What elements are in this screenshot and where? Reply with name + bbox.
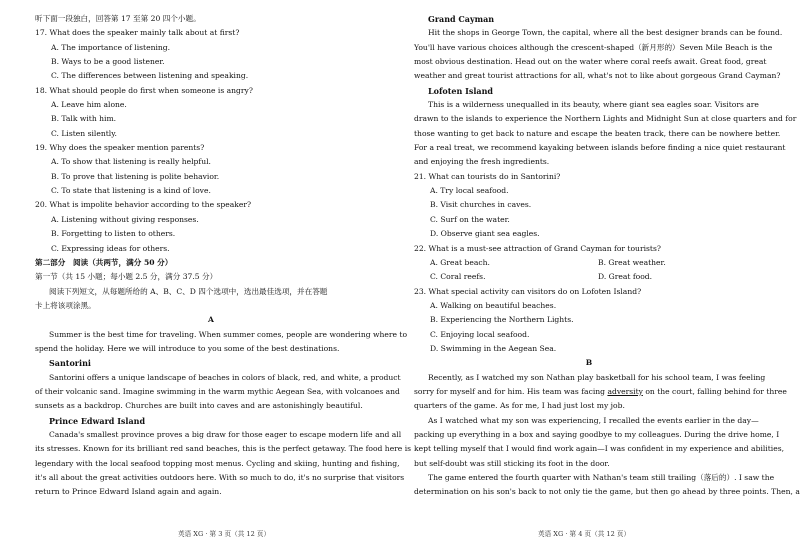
- option-22b: B. Great weather.: [598, 257, 666, 267]
- option-22a: A. Great beach.: [430, 257, 490, 267]
- pei-line2: its stresses. Known for its brilliant red sand beaches, this is the perfect getaway. The food here is: [35, 444, 412, 454]
- right-page-footer: 英语 XG · 第 4 页（共 12 页）: [538, 530, 631, 538]
- passage-a-line1: Summer is the best time for traveling. When summer comes, people are wondering where to: [49, 329, 408, 339]
- grand-cayman-line1: Hit the shops in George Town, the capital, where all the best designer brands can be found.: [428, 28, 783, 38]
- left-page: [35, 12, 412, 500]
- listening-intro: 听下面一段独白，回答第 17 至第 20 四个小题。: [35, 14, 201, 23]
- passage-b-label: B: [585, 358, 593, 368]
- passage-b-line2: [414, 385, 787, 399]
- passage-b-line2-end: on the court, falling behind for three: [642, 386, 787, 396]
- lofoten-line5: and enjoying the fresh ingredients.: [414, 157, 550, 167]
- part-two-heading: 第二部分 阅读（共两节，满分 50 分）: [35, 257, 173, 267]
- option-20c: C. Expressing ideas for others.: [51, 243, 170, 253]
- question-22: 22. What is a must-see attraction of Grand Cayman for tourists?: [414, 243, 661, 253]
- passage-b-line7: but self-doubt was still sticking its foot in the door.: [414, 458, 610, 468]
- passage-b-line9: determination on his son's back to not only tie the game, but then go ahead by three points. Then, a: [414, 487, 800, 497]
- grand-cayman-line3: most obvious destination. Head out on the water where coral reefs await. Great food, great: [414, 57, 767, 67]
- instructions-line2: 卡上将该项涂黑。: [35, 300, 96, 310]
- option-20b: B. Forgetting to listen to others.: [51, 229, 176, 239]
- right-page: [414, 12, 800, 500]
- passage-b-line2-start: sorry for myself and for him. His team was facing: [414, 386, 608, 396]
- option-18a: A. Leave him alone.: [51, 100, 127, 110]
- option-23c: C. Enjoying local seafood.: [430, 329, 530, 339]
- grand-cayman-line4: weather and great tourist attractions for all, what's not to like about gorgeous Grand Cayman?: [414, 71, 781, 81]
- passage-b-line4: As I watched what my son was experiencing, I recalled the events earlier in the day—: [428, 415, 759, 425]
- option-21c: C. Surf on the water.: [430, 214, 510, 224]
- passage-a-line2: spend the holiday. Here we will introduce to you some of the best destinations.: [35, 343, 340, 353]
- santorini-line2: of their volcanic sand. Imagine swimming in the warm mythic Aegean Sea, with volcanoes and: [35, 386, 400, 396]
- options-22-row1: [414, 256, 764, 270]
- option-19c: C. To state that listening is a kind of love.: [51, 186, 211, 196]
- pei-heading: Prince Edward Island: [49, 415, 146, 426]
- option-19a: A. To show that listening is really helpful.: [51, 157, 211, 167]
- option-23b: B. Experiencing the Northern Lights.: [430, 315, 574, 325]
- option-23d: D. Swimming in the Aegean Sea.: [430, 343, 557, 353]
- pei-line5: return to Prince Edward Island again and again.: [35, 487, 222, 497]
- question-19: 19. Why does the speaker mention parents?: [35, 143, 205, 153]
- section-one-heading: 第一节（共 15 小题；每小题 2.5 分，满分 37.5 分）: [35, 272, 218, 282]
- question-23: 23. What special activity can visitors do on Lofoten Island?: [414, 286, 642, 296]
- option-20a: A. Listening without giving responses.: [51, 214, 199, 224]
- question-17: 17. What does the speaker mainly talk about at first?: [35, 28, 240, 38]
- pei-line3: legendary with the local seafood topping most menus. Cycling and skiing, hunting and fishing,: [35, 458, 400, 468]
- instructions-line1: 阅读下列短文，从每题所给的 A、B、C、D 四个选项中，选出最佳选项，并在答题: [49, 286, 328, 296]
- lofoten-line4: For a real treat, we recommend kayaking between islands before finding a nice quiet restaurant: [414, 143, 786, 153]
- lofoten-line2: drawn to the islands to experience the Northern Lights and Midnight Sun at close quarters and for: [414, 114, 797, 124]
- santorini-line3: sunsets as a backdrop. Churches are built into caves and are astonishingly beautiful.: [35, 401, 363, 411]
- passage-b-line3: quarters of the game. As for me, I had just lost my job.: [414, 401, 625, 411]
- options-22-row2: [414, 270, 764, 284]
- passage-b-line1: Recently, as I watched my son Nathan play basketball for his school team, I was feeling: [428, 372, 766, 382]
- santorini-heading: Santorini: [49, 358, 91, 369]
- passage-a-label: A: [208, 315, 214, 325]
- grand-cayman-line2: You'll have various choices although the crescent-shaped（新月形的）Seven Mile Beach is the: [414, 42, 773, 52]
- santorini-line1: Santorini offers a unique landscape of beaches in colors of black, red, and white, a product: [49, 372, 401, 382]
- option-17c: C. The differences between listening and speaking.: [51, 71, 249, 81]
- pei-line1: Canada's smallest province proves a big draw for those eager to escape modern life and all: [49, 429, 402, 439]
- left-page-footer: 英语 XG · 第 3 页（共 12 页）: [178, 530, 271, 538]
- option-17b: B. Ways to be a good listener.: [51, 57, 165, 67]
- passage-b-line6: kept telling myself that I would find work again—I was confident in my experience and abilities,: [414, 444, 785, 454]
- question-18: 18. What should people do first when someone is angry?: [35, 85, 253, 95]
- underlined-word-adversity: adversity: [607, 386, 643, 396]
- pei-line4: it's all about the great activities outdoors here. With so much to do, it's no surprise that visitors: [35, 473, 405, 482]
- question-21: 21. What can tourists do in Santorini?: [414, 171, 561, 181]
- option-19b: B. To prove that listening is polite behavior.: [51, 171, 220, 181]
- option-22d: D. Great food.: [598, 272, 653, 282]
- passage-b-line8: The game entered the fourth quarter with Nathan's team still trailing（落后的）. I saw the: [428, 473, 775, 482]
- option-21b: B. Visit churches in caves.: [430, 200, 532, 210]
- option-21d: D. Observe giant sea eagles.: [430, 229, 540, 239]
- option-22c: C. Coral reefs.: [430, 272, 486, 282]
- lofoten-line3: those wanting to get back to nature and escape the beaten track, there can be nowhere better.: [414, 128, 781, 138]
- option-18b: B. Talk with him.: [51, 114, 117, 124]
- option-21a: A. Try local seafood.: [430, 186, 509, 196]
- option-18c: C. Listen silently.: [51, 128, 117, 138]
- lofoten-heading: Lofoten Island: [428, 85, 494, 96]
- grand-cayman-heading: Grand Cayman: [428, 14, 495, 24]
- option-17a: A. The importance of listening.: [51, 42, 171, 52]
- question-20: 20. What is impolite behavior according to the speaker?: [35, 200, 252, 210]
- option-23a: A. Walking on beautiful beaches.: [430, 300, 557, 310]
- passage-b-line5: packing up everything in a box and saying goodbye to my colleagues. During the drive home, I: [414, 429, 780, 439]
- lofoten-line1: This is a wilderness unequalled in its beauty, where giant sea eagles soar. Visitors are: [428, 100, 759, 110]
